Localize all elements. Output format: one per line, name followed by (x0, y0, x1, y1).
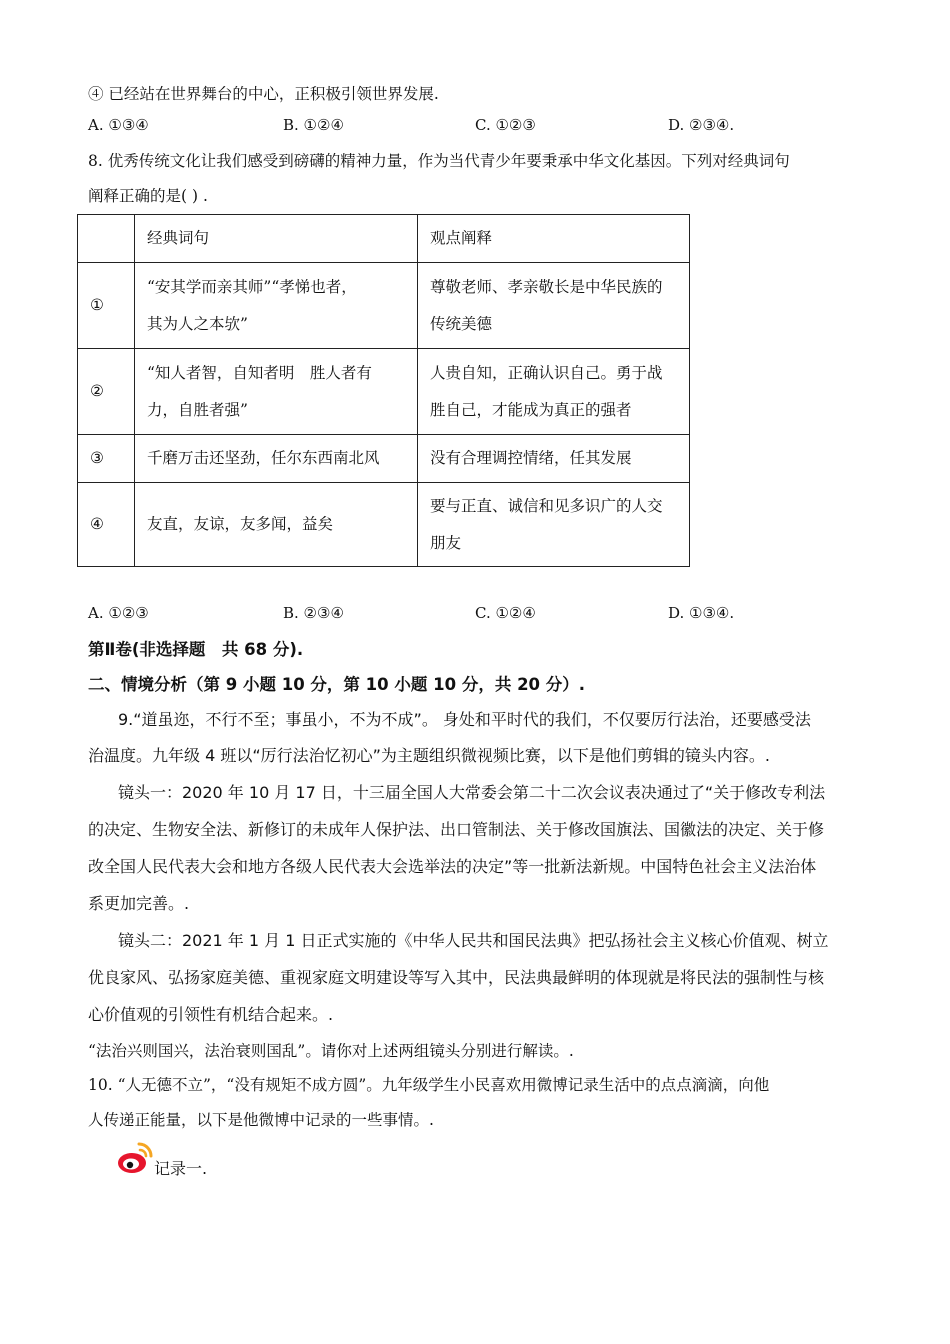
explain-line: 没有合理调控情绪，任其发展 (430, 449, 632, 467)
row-explain (418, 263, 690, 349)
header-cell-quote: 经典词句 (135, 215, 418, 263)
q9-line: 镜头二：2021 年 1 月 1 日正式实施的《中华人民共和国民法典》把弘扬社会主义核心价值观、树立 (118, 931, 829, 950)
q8-stem-line1: 8. 优秀传统文化让我们感受到磅礴的精神力量，作为当代青少年要秉承中华文化基因。下列对经典词句 (88, 152, 790, 170)
weibo-logo-arc-inner (140, 1150, 146, 1156)
q9-line: 心价值观的引领性有机结合起来。. (88, 1005, 334, 1024)
section-subtitle: 二、情境分析（第 9 小题 10 分，第 10 小题 10 分，共 20 分）. (88, 675, 586, 694)
q8-option-d: D. ①③④. (668, 604, 735, 622)
quote-line: “安其学而亲其师”“孝悌也者， (147, 277, 357, 296)
row-number: ④ (78, 483, 135, 567)
q10-line2: 人传递正能量，以下是他微博中记录的一些事情。. (88, 1111, 434, 1129)
row-explain (418, 435, 690, 483)
q7-option-d: D. ②③④. (668, 116, 735, 134)
q8-table (77, 214, 690, 567)
explain-line: 尊敬老师、孝亲敬长是中华民族的 (430, 277, 663, 296)
header-cell-num (78, 215, 135, 263)
q9-line: 镜头一：2020 年 10 月 17 日，十三届全国人大常委会第二十二次会议表决通过了“关于修改专利法 (118, 783, 826, 802)
section-title: 第Ⅱ卷(非选择题 共 68 分). (88, 640, 304, 659)
q9-line: 治温度。九年级 4 班以“厉行法治忆初心”为主题组织微视频比赛，以下是他们剪辑的镜头内容。. (88, 746, 771, 765)
explain-line: 要与正直、诚信和见多识广的人交 (430, 496, 663, 515)
table-header-row (78, 215, 690, 263)
header-cell-explain: 观点阐释 (418, 215, 690, 263)
row-number: ② (78, 349, 135, 435)
q8-option-b: B. ②③④ (283, 604, 344, 622)
q9-line: 9.“道虽迩，不行不至；事虽小，不为不成”。 身处和平时代的我们，不仅要厉行法治，还要感受法 (118, 710, 811, 729)
q7-option-c: C. ①②③ (475, 116, 536, 134)
q9-line: 系更加完善。. (88, 894, 190, 913)
q8-option-c: C. ①②④ (475, 604, 536, 622)
quote-line: 其为人之本欤” (147, 314, 248, 333)
row-number: ① (78, 263, 135, 349)
weibo-logo-eye (127, 1162, 133, 1168)
quote-line: 千磨万击还坚劲，任尔东西南北风 (147, 449, 380, 467)
q10-line1: 10. “人无德不立”，“没有规矩不成方圆”。九年级学生小民喜欢用微博记录生活中的点点滴滴，向他 (88, 1076, 770, 1094)
explain-line: 胜自己，才能成为真正的强者 (430, 400, 632, 419)
quote-line: 友直，友谅，友多闻，益矣 (147, 515, 334, 533)
row-number: ③ (78, 435, 135, 483)
explain-line: 人贵自知，正确认识自己。勇于战 (430, 363, 663, 382)
table-row (78, 349, 690, 435)
row-explain (418, 349, 690, 435)
record-label: 记录一. (154, 1159, 208, 1178)
q7-item-4: ④ 已经站在世界舞台的中心，正积极引领世界发展. (88, 85, 439, 103)
quote-line: “知人者智，自知者明 胜人者有 (147, 363, 372, 382)
q8-stem-line2: 阐释正确的是( ) . (88, 187, 208, 205)
row-quote (135, 483, 418, 567)
q9-line: 优良家风、弘扬家庭美德、重视家庭文明建设等写入其中，民法典最鲜明的体现就是将民法的强制性与核 (88, 968, 825, 987)
quote-line: 力，自胜者强” (147, 400, 248, 419)
q9-line: 改全国人民代表大会和地方各级人民代表大会选举法的决定”等一批新法新规。中国特色社会主义法治体 (88, 857, 817, 876)
q7-option-a: A. ①③④ (88, 116, 149, 134)
q9-question: “法治兴则国兴，法治衰则国乱”。请你对上述两组镜头分别进行解读。. (88, 1042, 574, 1060)
table-row (78, 263, 690, 349)
row-quote (135, 435, 418, 483)
row-explain (418, 483, 690, 567)
table-row (78, 435, 690, 483)
weibo-logo-icon (115, 1138, 155, 1176)
explain-line: 朋友 (430, 533, 462, 552)
q8-option-a: A. ①②③ (88, 604, 149, 622)
row-quote (135, 349, 418, 435)
table-row (78, 483, 690, 567)
row-quote (135, 263, 418, 349)
q7-option-b: B. ①②④ (283, 116, 344, 134)
q9-line: 的决定、生物安全法、新修订的未成年人保护法、出口管制法、关于修改国旗法、国徽法的决定、关于修 (88, 820, 825, 839)
explain-line: 传统美德 (430, 314, 493, 333)
